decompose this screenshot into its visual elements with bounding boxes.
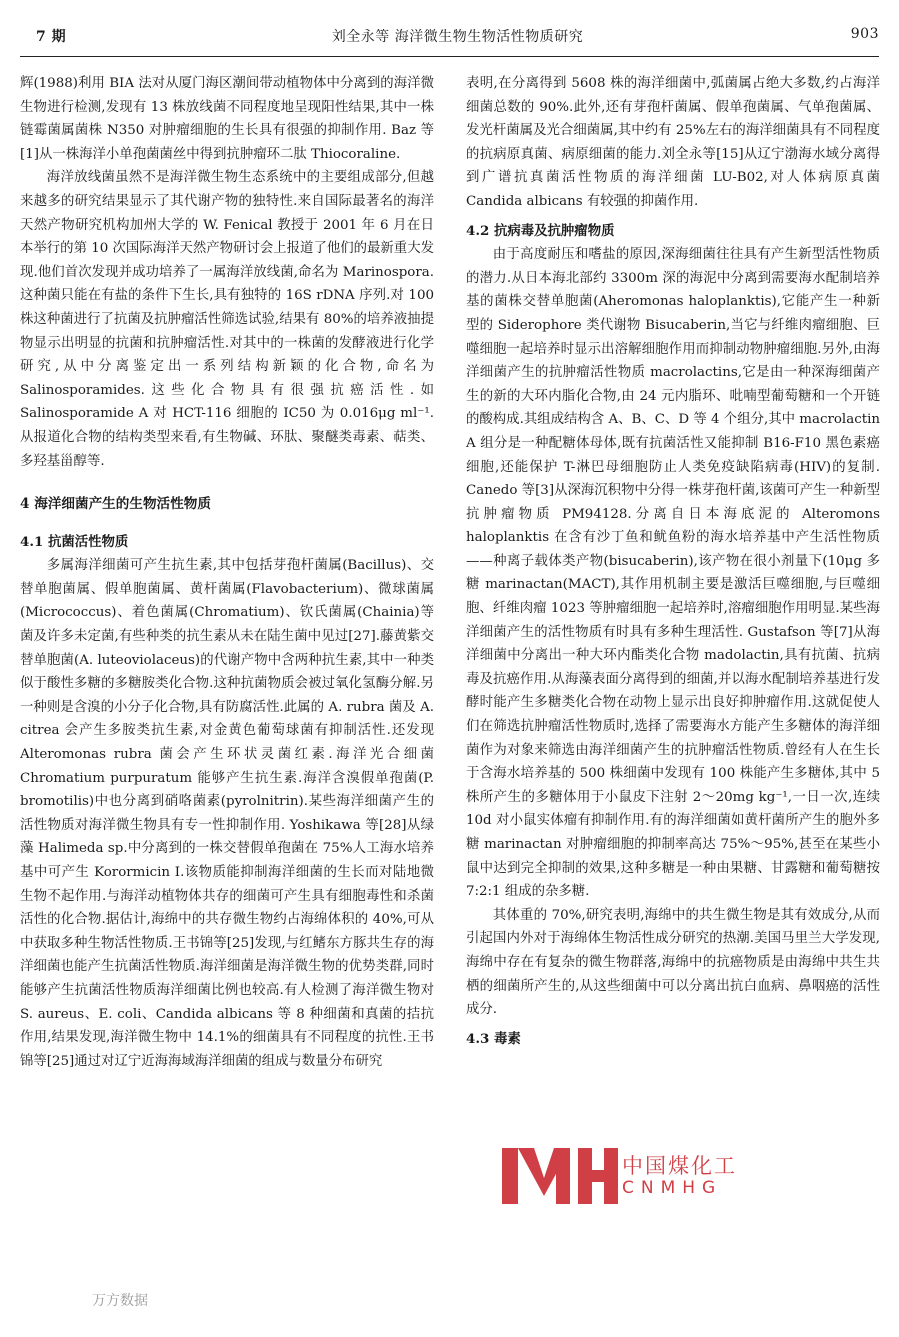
paragraph: 由于高度耐压和嗜盐的原因,深海细菌往往具有产生新型活性物质的潜力.从日本海北部约 3300m 深的海泥中分离到需要海水配制培养基的菌株交替单胞菌(Aheromonas haloplanktis),它能产生一种新型的 Siderophore 类代谢物 Bisucaberin,当它与纤维肉瘤细胞、巨噬细胞一起培养时显示出溶解细胞作用而抑制动物肿瘤细胞.另外,由海洋细菌产生的抗肿瘤活性物质 macrolactins,它是由一种深海细菌产生的新的大环内脂化合物,由 24 元内脂环、吡喃型葡萄糖和一个开链的酸构成.其组成结构含 A、B、C、D 等 4 个组分,其中 macrolactin A 组分是一种配糖体母体,既有抗菌活性又能抑制 B16-F10 黑色素癌细胞,还能保护 T-淋巴母细胞防止人类免疫缺陷病毒(HIV)的复制. Canedo 等[3]从深海沉积物中分得一株芽孢杆菌,该菌可产生一种新型抗肿瘤物质 PM94128.分离自日本海底泥的 Alteromons haloplanktis 在含有沙丁鱼和鱿鱼粉的海水培养基中产生活性物质——种离子载体类产物(bisucaberin),该产物在很小剂量下(10μg 多糖 marinactan(MACT),其作用机制主要是激活巨噬细胞,与巨噬细胞、纤维肉瘤 1023 等肿瘤细胞一起培养时,溶瘤细胞作用明显.某些海洋细菌产生的活性物质有时具有多种生理活性. Gustafson 等[7]从海洋细菌中分离出一种大环内酯类化合物 madolactin,具有抗菌、抗病毒及抗癌作用.从海藻表面分离得到的细菌,并以海水配制培养基进行发酵时能产生多糖类化合物在动物上显示出良好抑肿瘤作用.这就促使人们在筛选抗肿瘤活性物质时,选择了需要海水方能产生多糖体的海洋细菌作为对象来筛选由海洋细菌产生的抗肿瘤活性物质.曾经有人在生长于含海水培养基的 500 株细菌中发现有 100 株能产生多糖体,其中 5 株所产生的多糖体用于小鼠皮下注射 2～20mg kg⁻¹,一日一次,连续 10d 对小鼠实体瘤有抑制作用.有的海洋细菌如黄杆菌所产生的胞外多糖 marinactan 对肿瘤细胞的抑制率高达 75%～95%,甚至在某些小鼠中达到完全抑制的效果,这种多糖是一种由果糖、甘露糖和葡萄糖按 7:2:1 组成的杂多糖. [466,247,880,900]
paragraph: 表明,在分离得到 5608 株的海洋细菌中,弧菌属占绝大多数,约占海洋细菌总数的 90%.此外,还有芽孢杆菌属、假单孢菌属、气单孢菌属、发光杆菌属及光合细菌属,其中约有 25%左右的海洋细菌具有不同程度的抗病原真菌、病原细菌的能力.刘全永等[15]从辽宁渤海水域分离得到广谱抗真菌活性物质的海洋细菌 LU-B02,对人体病原真菌 Candida albicans 有较强的抑菌作用. [466,76,880,209]
paragraph: 辉(1988)利用 BIA 法对从厦门海区潮间带动植物体中分离到的海洋微生物进行检测,发现有 13 株放线菌不同程度地呈现阳性结果,其中一株链霉菌属菌株 N350 对肿瘤细胞的生长具有很强的抑制作用. Baz 等[1]从一株海洋小单孢菌菌丝中得到抗肿瘤环二肽 Thiocoraline. [20,76,434,162]
watermark-cn-text: 中国煤化工 [622,1154,737,1178]
watermark-en-text: CNMHG [622,1178,723,1198]
paragraph: 其体重的 70%,研究表明,海绵中的共生微生物是其有效成分,从而引起国内外对于海绵体生物活性成分研究的热潮.美国马里兰大学发现,海绵中存在有复杂的微生物群落,海绵中的抗癌物质是由海绵中共生共栖的细菌所产生的,从这些细菌中可以分离出抗白血病、鼻咽癌的活性成分. [466,907,880,1018]
left-column [20,72,434,1073]
running-title: 刘全永等 海洋微生物生物活性物质研究 [331,29,584,45]
right-column [466,72,880,1051]
section-heading: 4 海洋细菌产生的生物活性物质 [20,496,211,513]
paragraph: 海洋放线菌虽然不是海洋微生物生态系统中的主要组成部分,但越来越多的研究结果显示了其代谢产物的独特性.来自国际最著名的海洋天然产物研究机构加州大学的 W. Fenical 教授于 2001 年 6 月在日本举行的第 10 次国际海洋天然产物研讨会上报道了他们的最新重大发现.他们首次发现并成功培养了一属海洋放线菌,命名为 Marinospora.这种菌只能在有盐的条件下生长,具有独特的 16S rDNA 序列.对 100 株这种菌进行了抗菌及抗肿瘤活性筛选试验,结果有 80%的培养液抽提物显示出明显的抗菌和抗肿瘤活性.对其中的一株菌的发酵液进行化学研究,从中分离鉴定出一系列结构新颖的化合物,命名为 Salinosporamides.这些化合物具有很强抗癌活性.如 Salinosporamide A 对 HCT-116 细胞的 IC50 为 0.016μg ml⁻¹.从报道化合物的结构类型来看,有生物碱、环肽、聚醚类毒素、萜类、多羟基甾醇等. [20,170,434,469]
subsection-heading: 4.1 抗菌活性物质 [20,533,129,550]
paragraph: 多属海洋细菌可产生抗生素,其中包括芽孢杆菌属(Bacillus)、交替单胞菌属、假单胞菌属、黄杆菌属(Flavobacterium)、微球菌属(Micrococcus)、着色菌属(Chromatium)、钦氏菌属(Chainia)等菌及许多未定菌,有些种类的抗生素从未在陆生菌中见过[27].藤黄紫交替单胞菌(A. luteoviolaceus)的代谢产物中含两种抗生素,其中一种类似于酸性多糖的多糖胺类化合物.这种抗菌物质会被过氧化氢酶分解.另一种则是含溴的小分子化合物,具有防腐活性.此属的 A. rubra 菌及 A. citrea 会产生多胺类抗生素,对金黄色葡萄球菌有抑制活性.还发现 Alteromonas rubra 菌会产生环状灵菌红素.海洋光合细菌 Chromatium purpuratum 能够产生抗生素.海洋含溴假单孢菌(P. bromotilis)中也分离到硝咯菌素(pyrolnitrin).某些海洋细菌产生的活性物质对海洋微生物具有专一性抑制作用. Yoshikawa 等[28]从绿藻 Halimeda sp.中分离到的一株交替假单孢菌在 75%人工海水培养基中可产生 Korormicin I.该物质能抑制海洋细菌的生长而对陆地微生物不起作用.与海洋动植物体共存的细菌可产生具有细胞毒性和杀菌活性的化合物.据估计,海绵中的共存微生物约占海绵体积的 40%,可从中获取多种生物活性物质.王书锦等[25]发现,与红鳍东方豚共生存的海洋细菌也能产生抗菌活性物质.海洋细菌是海洋微生物的优势类群,同时能够产生抗菌活性物质海洋细菌比例也较高.有人检测了海洋微生物对 S. aureus、E. coli、Candida albicans 等 8 种细菌和真菌的拮抗作用,结果发现,海洋微生物中 14.1%的细菌具有不同程度的抗性.王书锦等[25]通过对辽宁近海海域海洋细菌的组成与数量分布研究 [20,558,434,1069]
header-rule [20,56,879,57]
running-header [36,26,879,56]
footer-watermark: 万方数据 [92,1293,148,1309]
watermark-mh-icon [500,1144,618,1208]
watermark-logo [500,1144,760,1208]
page-number: 903 [850,26,879,42]
subsection-heading: 4.2 抗病毒及抗肿瘤物质 [466,222,615,239]
subsection-heading: 4.3 毒素 [466,1030,521,1047]
issue-number: 7 期 [36,29,67,45]
